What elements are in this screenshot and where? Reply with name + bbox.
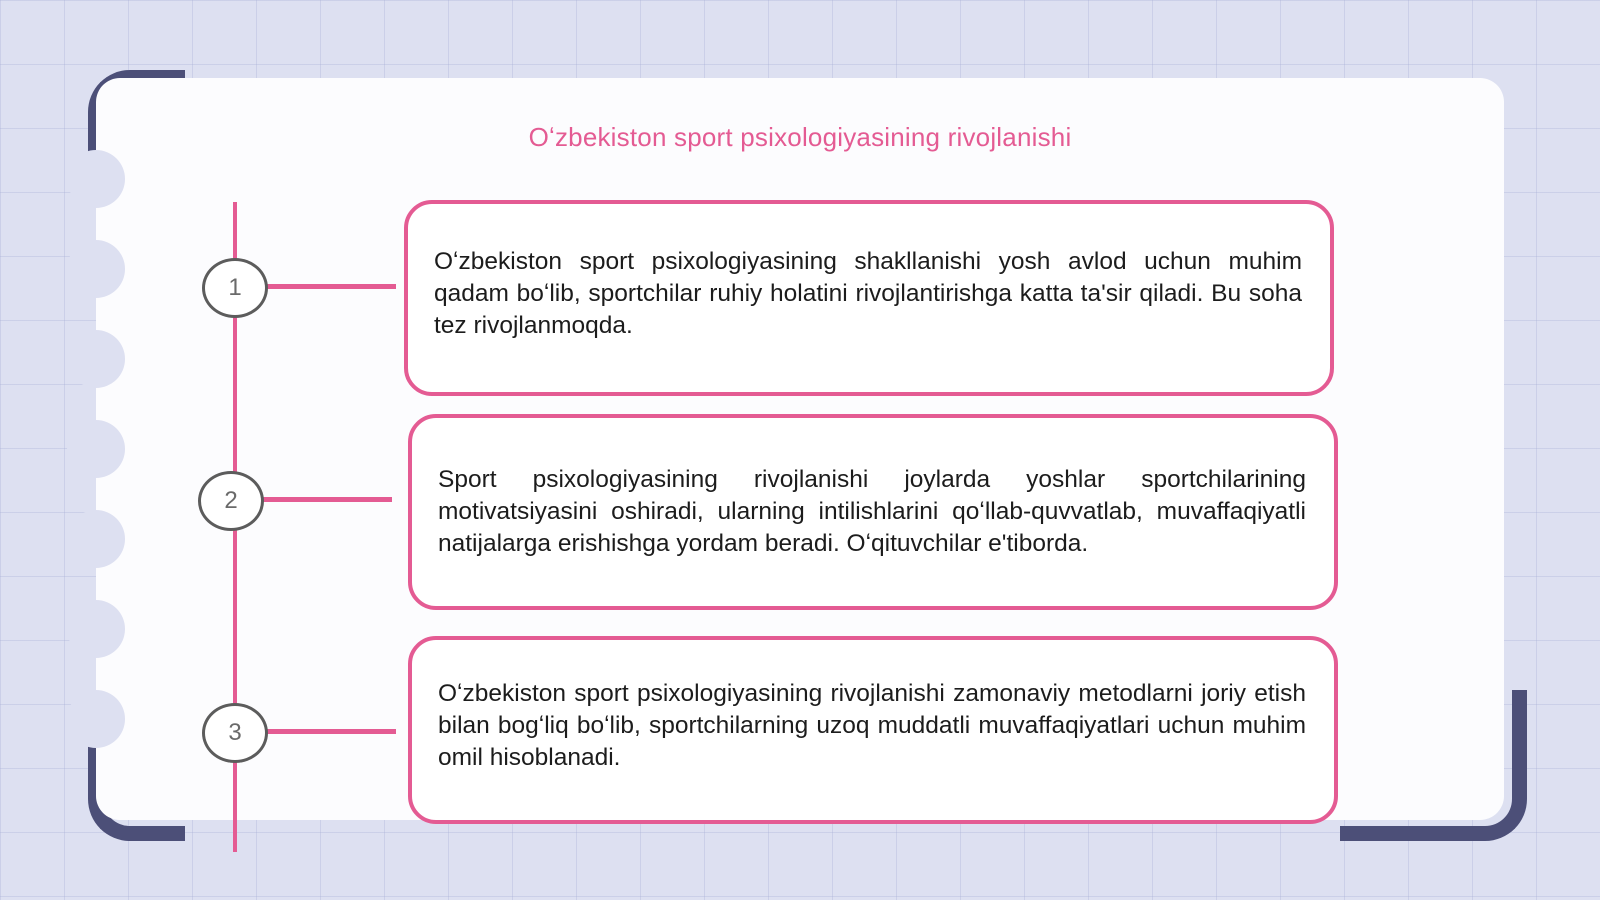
- slide-title: Oʻzbekiston sport psixologiyasining rivojlanishi: [528, 122, 1072, 152]
- timeline-connector-1: [266, 284, 396, 289]
- sheet-notch: [67, 240, 125, 298]
- card-text-1: Oʻzbekiston sport psixologiyasining shakllanishi yosh avlod uchun muhim qadam boʻlib, sportchilar ruhiy holatini rivojlantirishga katta ta'sir qiladi. Bu soha tez rivojlanmoqda.: [434, 248, 1302, 339]
- card-text-2: Sport psixologiyasining rivojlanishi joylarda yoshlar sportchilarining motivatsiyasini oshiradi, ularning intilishlarini qoʻllab-quvvatlab, muvaffaqiyatli natijalarga erishishga yordam beradi. Oʻqituvchilar e'tiborda.: [438, 466, 1306, 557]
- timeline-connector-3: [266, 729, 396, 734]
- step-number-1: 1: [202, 258, 268, 318]
- sheet-notch: [67, 600, 125, 658]
- timeline-card-2: [408, 414, 1338, 610]
- timeline-card-1: [404, 200, 1334, 396]
- step-number-3: 3: [202, 703, 268, 763]
- step-number-2: 2: [198, 471, 264, 531]
- sheet-notch: [67, 690, 125, 748]
- sheet-notch: [67, 330, 125, 388]
- timeline-connector-2: [262, 497, 392, 502]
- timeline-card-3: [408, 636, 1338, 824]
- sheet-notch: [67, 510, 125, 568]
- card-text-3: Oʻzbekiston sport psixologiyasining rivojlanishi zamonaviy metodlarni joriy etish bilan bogʻliq boʻlib, sportchilarning uzoq muddatli muvaffaqiyatlari uchun muhim omil hisoblanadi.: [438, 680, 1306, 771]
- sheet-notch: [67, 420, 125, 478]
- sheet-notch: [67, 150, 125, 208]
